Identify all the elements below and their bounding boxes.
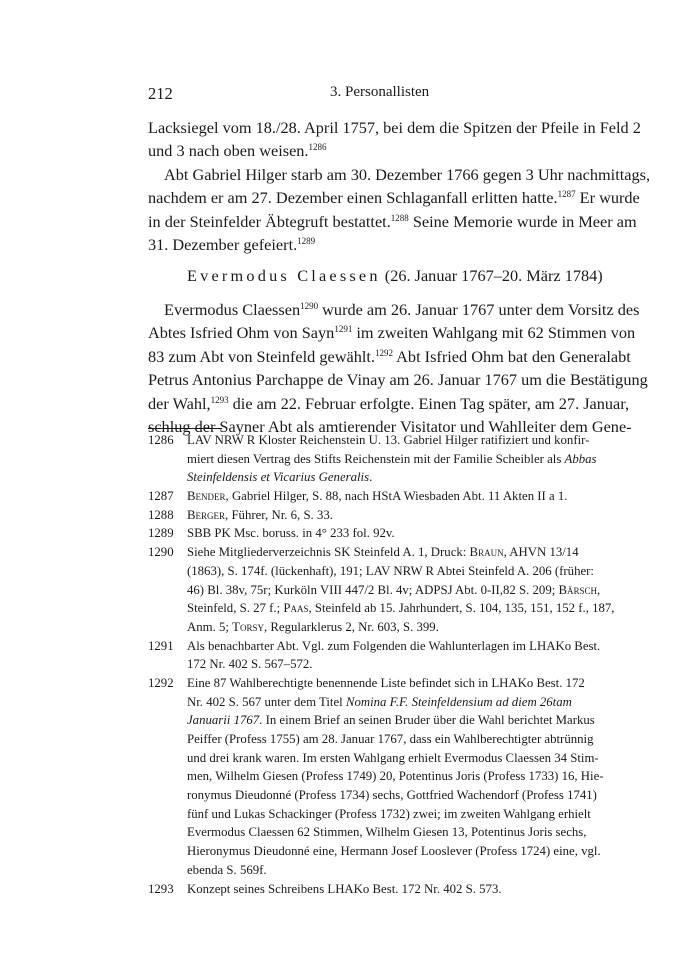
text-line: Abt Gabriel Hilger starb am 30. Dezember 1766 gegen 3 Uhr nachmittags, — [164, 164, 651, 184]
footnote-line: miert diesen Vertrag des Stifts Reichenstein mit der Familie Scheibler als Abbas — [187, 451, 597, 466]
heading-dates: (26. Januar 1767–20. März 1784) — [384, 266, 603, 285]
footnote-line: Bender, Gabriel Hilger, S. 88, nach HStA Wiesbaden Abt. 11 Akten II a 1. — [187, 489, 568, 504]
footnote-1288 — [148, 506, 551, 525]
text-line: Petrus Antonius Parchappe de Vinay am 26. Januar 1767 um die Bestätigung — [148, 370, 648, 390]
footnote-line: Steinfeldensis et Vicarius Generalis. — [187, 470, 373, 485]
section-heading — [187, 266, 603, 286]
footnote-ref: 1286 — [308, 142, 327, 153]
footnote-1290 — [148, 543, 615, 636]
footnote-line: Als benachbarter Abt. Vgl. zum Folgenden die Wahlunterlagen im LHAKo Best. — [187, 638, 601, 653]
heading-name: Evermodus Claessen — [187, 266, 381, 285]
footnote-number: 1287 — [148, 489, 174, 504]
running-title: 3. Personallisten — [330, 84, 430, 100]
footnote-number: 1293 — [148, 881, 174, 896]
footnote-1293 — [148, 880, 551, 899]
footnote-number: 1289 — [148, 526, 174, 541]
text-line: der Wahl,$^{1293}$ die am 22. Februar erfolgte. Einen Tag später, am 27. Januar, — [148, 393, 630, 413]
footnote-ref: 1288 — [390, 212, 409, 223]
text-line: 83 zum Abt von Steinfeld gewählt.$^{1292}$ Abt Isfried Ohm bat den Generalabt — [148, 346, 631, 366]
footnote-line: Januarii 1767. In einem Brief an seinen Bruder über die Wahl berichtet Markus — [187, 713, 595, 728]
footnote-line: Evermodus Claessen 62 Stimmen, Wilhelm Giesen 13, Potentinus Joris sechs, — [187, 825, 587, 840]
footnote-number: 1288 — [148, 507, 174, 522]
page-number: 212 — [148, 84, 173, 103]
footnote-number: 1286 — [148, 433, 174, 447]
footnote-line: Peiffer (Profess 1755) am 28. Januar 1767, dass ein Wahlberechtigter abtrünnig — [187, 732, 594, 746]
footnote-ref: 1290 — [300, 301, 319, 311]
footnote-ref: 1293 — [210, 394, 229, 405]
footnote-line: fünf und Lukas Schackinger (Profess 1732) zwei; im zweiten Wahlgang erhielt — [187, 806, 591, 821]
footnote-1291 — [148, 637, 601, 674]
footnote-line: men, Wilhelm Giesen (Profess 1749) 20, Potentinus Joris (Profess 1733) 16, Hie- — [187, 769, 604, 784]
footnote-line: ronymus Dieudonné (Profess 1734) sechs, Gottfried Wachendorf (Profess 1741) — [187, 788, 597, 803]
footnote-1292 — [148, 674, 604, 880]
footnote-ref: 1292 — [375, 347, 393, 358]
footnote-line: Berger, Führer, Nr. 6, S. 33. — [187, 507, 333, 522]
footnote-line: Steinfeld, S. 27 f.; Paas, Steinfeld ab 15. Jahrhundert, S. 104, 135, 151, 152 f., 187, — [187, 601, 615, 616]
footnote-line: (1863), S. 174f. (lückenhaft), 191; LAV NRW R Abtei Steinfeld A. 206 (früher: — [187, 563, 594, 578]
footnote-number: 1291 — [148, 638, 174, 653]
running-header — [148, 84, 551, 106]
footnote-line: ebenda S. 569f. — [187, 862, 267, 877]
footnote-number: 1290 — [148, 545, 174, 560]
footnote-separator — [148, 428, 222, 429]
paragraph-hilger — [148, 116, 651, 256]
footnote-ref: 1289 — [297, 235, 316, 246]
footnote-line: SBB PK Msc. boruss. in 4° 233 fol. 92v. — [187, 526, 395, 541]
footnote-line: LAV NRW R Kloster Reichenstein U. 13. Gabriel Hilger ratifiziert und konfir- — [187, 433, 590, 447]
text-line: Evermodus Claessen$^{1290}$ wurde am 26. Januar 1767 unter dem Vorsitz des — [164, 300, 640, 319]
footnote-1286 — [148, 431, 597, 487]
text-line: schlug der Sayner Abt als amtierender Visitator und Wahlleiter dem Gene- — [148, 416, 632, 436]
text-line: und 3 nach oben weisen.$^{1286}$ — [148, 141, 327, 161]
footnote-line: Anm. 5; Torsy, Regularklerus 2, Nr. 603, S. 399. — [187, 619, 439, 634]
footnote-line: Eine 87 Wahlberechtigte benennende Liste befindet sich in LHAKo Best. 172 — [187, 675, 585, 690]
paragraph-claessen — [148, 298, 648, 438]
text-line: Lacksiegel vom 18./28. April 1757, bei dem die Spitzen der Pfeile in Feld 2 — [148, 118, 641, 137]
footnote-ref: 1291 — [334, 324, 353, 335]
footnote-number: 1292 — [148, 675, 174, 690]
footnote-ref: 1287 — [557, 189, 576, 200]
footnote-line: 46) Bl. 38v, 75r; Kurköln VIII 447/2 Bl. 4v; ADPSJ Abt. 0-II,82 S. 209; Bärsch, — [187, 582, 601, 597]
footnote-line: Konzept seines Schreibens LHAKo Best. 172 Nr. 402 S. 573. — [187, 881, 502, 896]
text-line: nachdem er am 27. Dezember einen Schlaganfall erlitten hatte.$^{1287}$ Er wurde — [148, 188, 640, 208]
footnote-1287 — [148, 487, 568, 506]
text-line: Abtes Isfried Ohm von Sayn$^{1291}$ im zweiten Wahlgang mit 62 Stimmen von — [148, 323, 636, 343]
footnote-line: Hieronymus Dieudonné eine, Hermann Josef Looslever (Profess 1724) eine, vgl. — [187, 844, 601, 859]
footnotes — [148, 431, 615, 898]
footnote-line: und drei krank waren. Im ersten Wahlgang erhielt Evermodus Claessen 34 Stim- — [187, 750, 599, 765]
footnote-line: Siehe Mitgliederverzeichnis SK Steinfeld A. 1, Druck: Braun, AHVN 13/14 — [187, 545, 579, 560]
text-line: 31. Dezember gefeiert.$^{1289}$ — [148, 234, 316, 254]
text-line: in der Steinfelder Äbtegruft bestattet.$^{1288}$ Seine Memorie wurde in Meer am — [148, 211, 637, 231]
footnote-line: 172 Nr. 402 S. 567–572. — [187, 657, 313, 672]
footnote-1289 — [148, 524, 551, 543]
footnote-line: Nr. 402 S. 567 unter dem Titel Nomina F.F. Steinfeldensium ad diem 26tam — [187, 694, 572, 709]
